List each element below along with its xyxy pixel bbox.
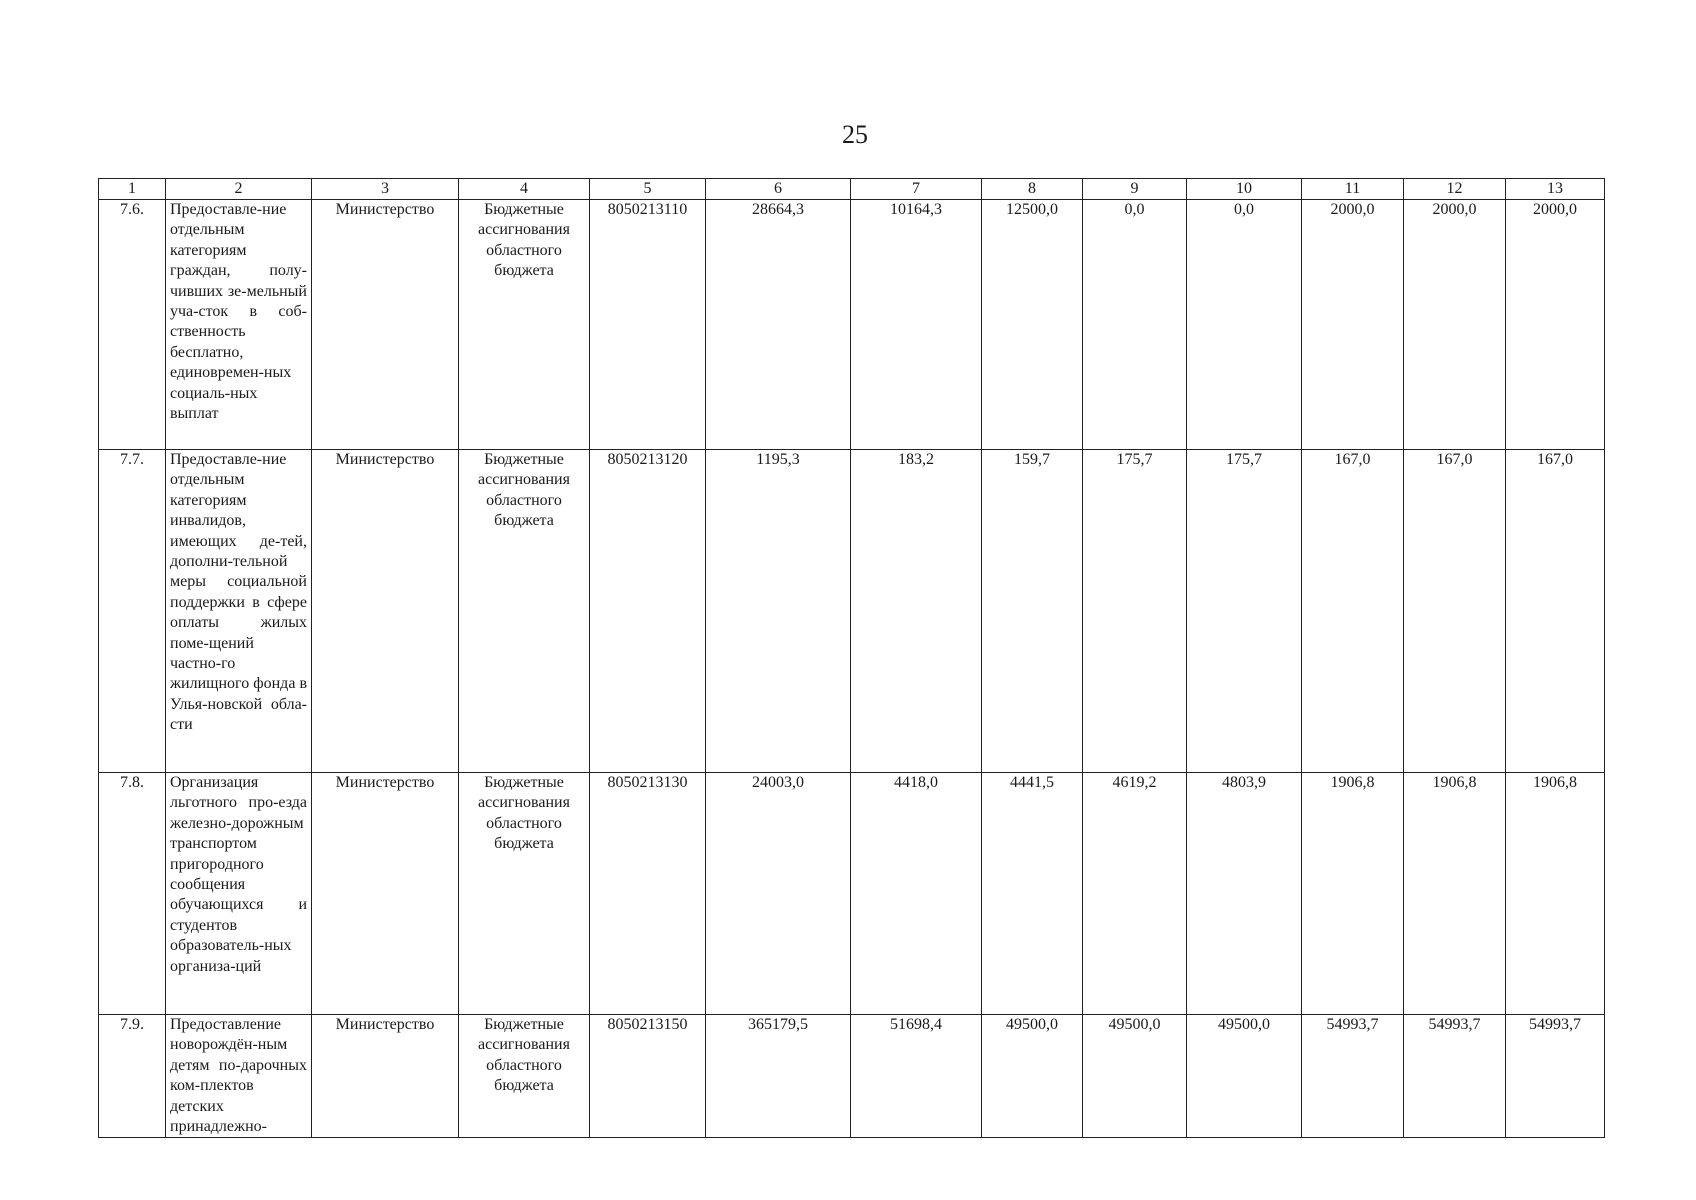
amount-total: 365179,5 (706, 1015, 851, 1138)
budget-code: 8050213150 (590, 1015, 706, 1138)
table-row (99, 450, 1605, 773)
column-header: 4 (459, 179, 590, 200)
column-header: 13 (1506, 179, 1605, 200)
column-header: 5 (590, 179, 706, 200)
amount-year: 167,0 (1302, 450, 1404, 773)
amount-year: 4803,9 (1187, 773, 1302, 1015)
funding-source: Бюджетные ассигнования областного бюджета (459, 773, 590, 1015)
column-header: 3 (312, 179, 459, 200)
amount-year: 2000,0 (1404, 200, 1506, 450)
amount-year: 4619,2 (1083, 773, 1187, 1015)
measure-name: Предоставление новорождён-ным детям по-дарочных ком-плектов детских принадлежно- (166, 1015, 312, 1138)
table-row (99, 773, 1605, 1015)
amount-total: 24003,0 (706, 773, 851, 1015)
row-number: 7.7. (99, 450, 166, 773)
amount-year: 12500,0 (982, 200, 1083, 450)
amount-year: 4441,5 (982, 773, 1083, 1015)
measure-name: Организация льготного про-езда железно-дорожным транспортом пригородного сообщения обучающихся и студентов образователь-ных организа-ций (166, 773, 312, 1015)
amount-year: 167,0 (1506, 450, 1605, 773)
page-number: 25 (842, 120, 868, 149)
table-row (99, 200, 1605, 450)
executor: Министерство (312, 450, 459, 773)
funding-source: Бюджетные ассигнования областного бюджета (459, 450, 590, 773)
funding-source: Бюджетные ассигнования областного бюджета (459, 200, 590, 450)
amount-year: 54993,7 (1506, 1015, 1605, 1138)
row-number: 7.8. (99, 773, 166, 1015)
amount-total: 28664,3 (706, 200, 851, 450)
column-header: 6 (706, 179, 851, 200)
amount-year: 1906,8 (1506, 773, 1605, 1015)
amount-year: 1906,8 (1404, 773, 1506, 1015)
amount-year: 49500,0 (982, 1015, 1083, 1138)
amount-year: 2000,0 (1506, 200, 1605, 450)
executor: Министерство (312, 1015, 459, 1138)
column-header: 10 (1187, 179, 1302, 200)
amount-year: 2000,0 (1302, 200, 1404, 450)
column-number-row (99, 179, 1605, 200)
amount-year: 175,7 (1187, 450, 1302, 773)
amount-year: 183,2 (851, 450, 982, 773)
amount-year: 54993,7 (1302, 1015, 1404, 1138)
executor: Министерство (312, 773, 459, 1015)
executor: Министерство (312, 200, 459, 450)
amount-year: 4418,0 (851, 773, 982, 1015)
table-row (99, 1015, 1605, 1138)
measure-name: Предоставле-ние отдельным категориям инвалидов, имеющих де-тей, дополни-тельной меры социальной поддержки в сфере оплаты жилых поме-щений частно-го жилищного фонда в Улья-новской обла-сти (166, 450, 312, 773)
column-header: 7 (851, 179, 982, 200)
amount-year: 49500,0 (1083, 1015, 1187, 1138)
amount-year: 0,0 (1187, 200, 1302, 450)
budget-code: 8050213120 (590, 450, 706, 773)
amount-year: 49500,0 (1187, 1015, 1302, 1138)
budget-code: 8050213110 (590, 200, 706, 450)
amount-year: 51698,4 (851, 1015, 982, 1138)
column-header: 9 (1083, 179, 1187, 200)
amount-year: 54993,7 (1404, 1015, 1506, 1138)
row-number: 7.6. (99, 200, 166, 450)
amount-year: 175,7 (1083, 450, 1187, 773)
amount-year: 1906,8 (1302, 773, 1404, 1015)
row-number: 7.9. (99, 1015, 166, 1138)
column-header: 11 (1302, 179, 1404, 200)
measure-name: Предоставле-ние отдельным категориям граждан, полу-чивших зе-мельный уча-сток в соб-ственность бесплатно, единовремен-ных социаль-ных выплат (166, 200, 312, 450)
amount-total: 1195,3 (706, 450, 851, 773)
budget-code: 8050213130 (590, 773, 706, 1015)
amount-year: 10164,3 (851, 200, 982, 450)
column-header: 8 (982, 179, 1083, 200)
budget-table (98, 178, 1605, 1138)
amount-year: 159,7 (982, 450, 1083, 773)
column-header: 12 (1404, 179, 1506, 200)
amount-year: 167,0 (1404, 450, 1506, 773)
funding-source: Бюджетные ассигнования областного бюджета (459, 1015, 590, 1138)
column-header: 1 (99, 179, 166, 200)
amount-year: 0,0 (1083, 200, 1187, 450)
column-header: 2 (166, 179, 312, 200)
